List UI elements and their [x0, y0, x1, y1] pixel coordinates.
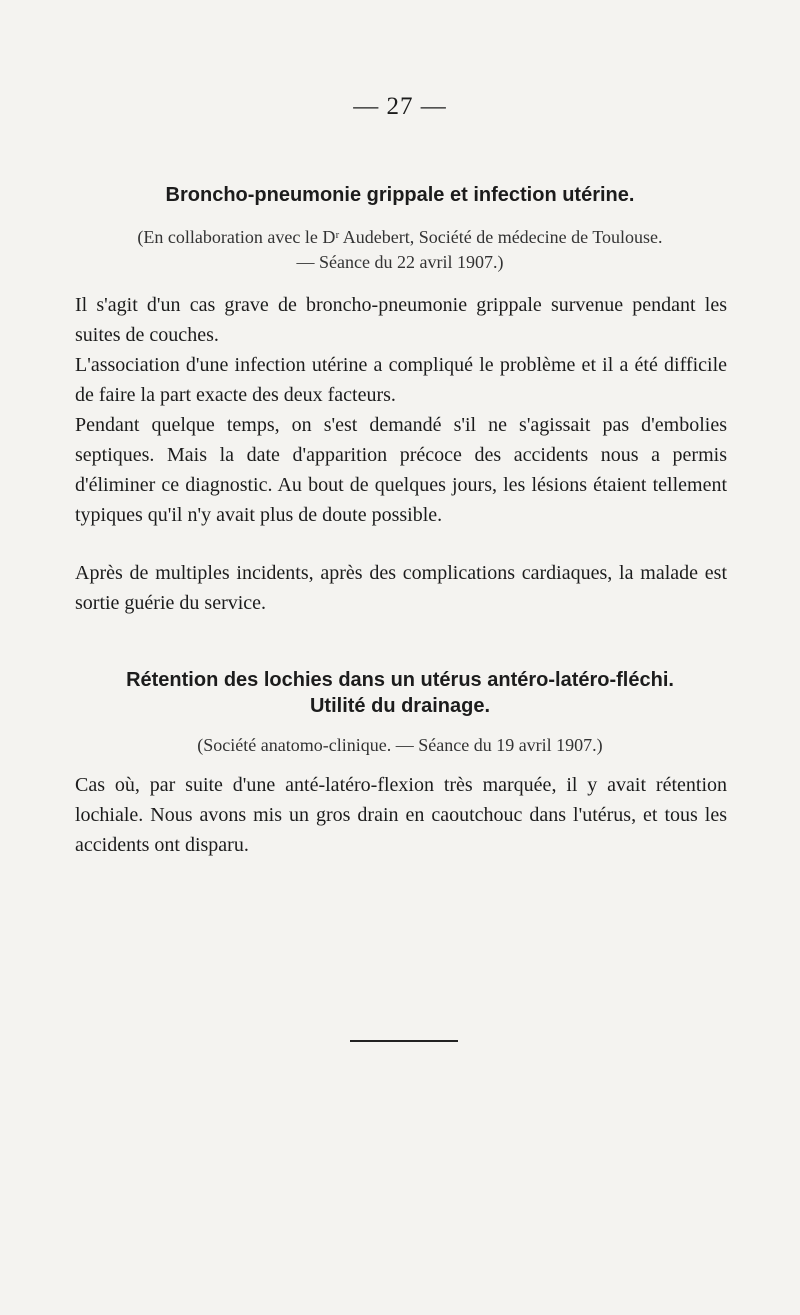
- section1-note-line1: (En collaboration avec le Dʳ Audebert, Société de médecine de Toulouse.: [137, 227, 663, 247]
- section2-title-line1: Rétention des lochies dans un utérus antéro-latéro-fléchi.: [126, 669, 674, 691]
- section1-paragraph: Pendant quelque temps, on s'est demandé s'il ne s'agissait pas d'embolies septiques. Mais la date d'apparition précoce des accidents nous a permis d'éliminer ce diagnostic. Au bout de quelques jours, les lésions étaient tellement typiques qu'il n'y avait plus de doute possible.: [75, 414, 727, 526]
- section1-paragraph: Il s'agit d'un cas grave de broncho-pneumonie grippale survenue pendant les suites de couches.: [75, 294, 727, 346]
- section1-note-line2: — Séance du 22 avril 1907.): [296, 252, 504, 272]
- page-number: — 27 —: [353, 93, 447, 120]
- section2-title-line2: Utilité du drainage.: [309, 695, 491, 717]
- section1-paragraph: L'association d'une infection utérine a compliqué le problème et il a été difficile de faire la part exacte des deux facteurs.: [75, 354, 727, 406]
- section2-paragraph: Cas où, par suite d'une anté-latéro-flexion très marquée, il y avait rétention lochiale. Nous avons mis un gros drain en caoutchouc dans l'utérus, et tous les accidents ont disparu.: [75, 774, 727, 856]
- section1-paragraph: Après de multiples incidents, après des complications cardiaques, la malade est sortie guérie du service.: [75, 562, 727, 614]
- closing-rule: [350, 1040, 458, 1042]
- section1-title: Broncho-pneumonie grippale et infection utérine.: [165, 184, 635, 206]
- section2-note: (Société anatomo-clinique. — Séance du 19 avril 1907.): [197, 735, 603, 755]
